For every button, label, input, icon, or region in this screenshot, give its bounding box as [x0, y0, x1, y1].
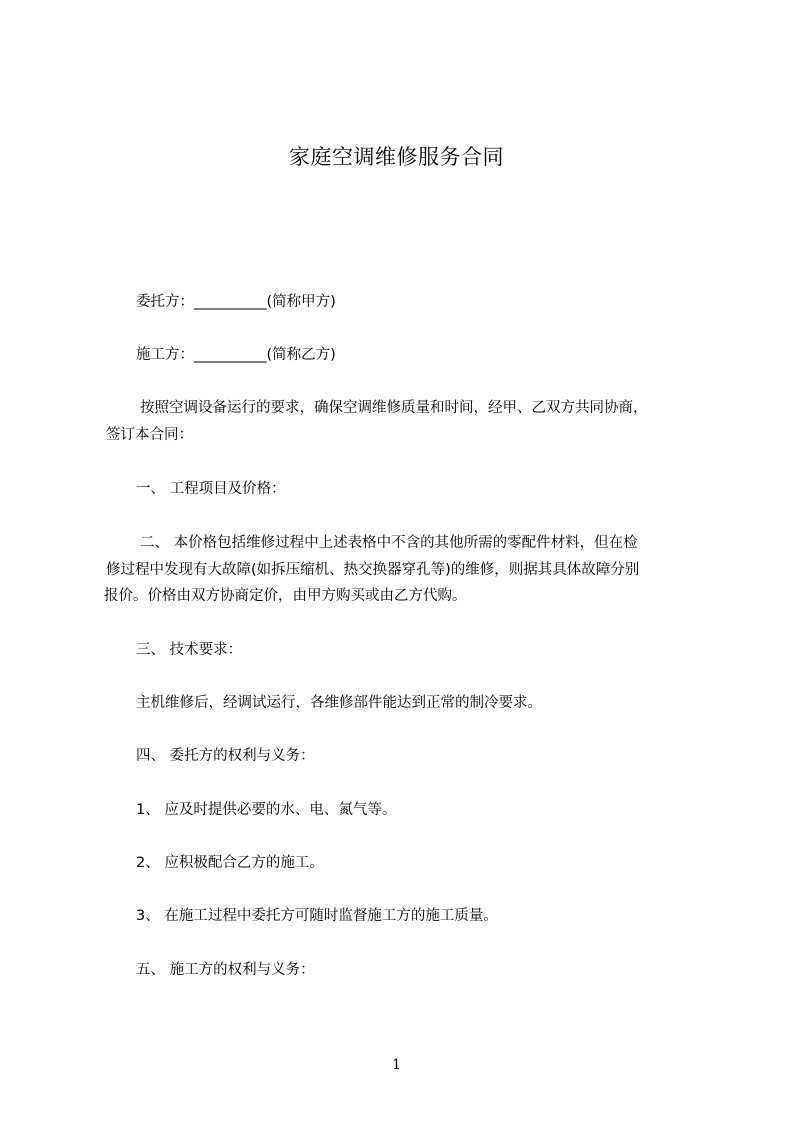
section-2-line-2: 修过程中发现有大故障(如拆压缩机、热交换器穿孔等)的维修，则据其具体故障分别 — [106, 562, 640, 578]
intro-line-2: 签订本合同： — [106, 427, 193, 443]
document-title: 家庭空调维修服务合同 — [289, 145, 504, 169]
contractor-line: 施工方：__________(简称乙方) — [136, 347, 336, 363]
client-line: 委托方：__________(简称甲方) — [136, 294, 336, 310]
section-4-item-1: 1、 应及时提供必要的水、电、氮气等。 — [136, 802, 397, 818]
section-5-heading: 五、 施工方的权利与义务： — [136, 962, 315, 978]
section-3-heading: 三、 技术要求： — [136, 642, 243, 658]
intro-line-1: 按照空调设备运行的要求，确保空调维修质量和时间，经甲、乙双方共同协商， — [140, 400, 648, 416]
section-2-line-3: 报价。价格由双方协商定价，由甲方购买或由乙方代购。 — [104, 588, 467, 604]
section-3-body: 主机维修后，经调试运行，各维修部件能达到正常的制冷要求。 — [136, 695, 542, 711]
page-number: 1 — [392, 1057, 401, 1073]
section-2-line-1: 二、 本价格包括维修过程中上述表格中不含的其他所需的零配件材料，但在检 — [140, 535, 638, 551]
section-4-item-2: 2、 应积极配合乙方的施工。 — [136, 855, 324, 871]
section-4-item-3: 3、 在施工过程中委托方可随时监督施工方的施工质量。 — [136, 908, 498, 924]
section-1-heading: 一、 工程项目及价格： — [136, 481, 286, 497]
section-4-heading: 四、 委托方的权利与义务： — [136, 748, 315, 764]
